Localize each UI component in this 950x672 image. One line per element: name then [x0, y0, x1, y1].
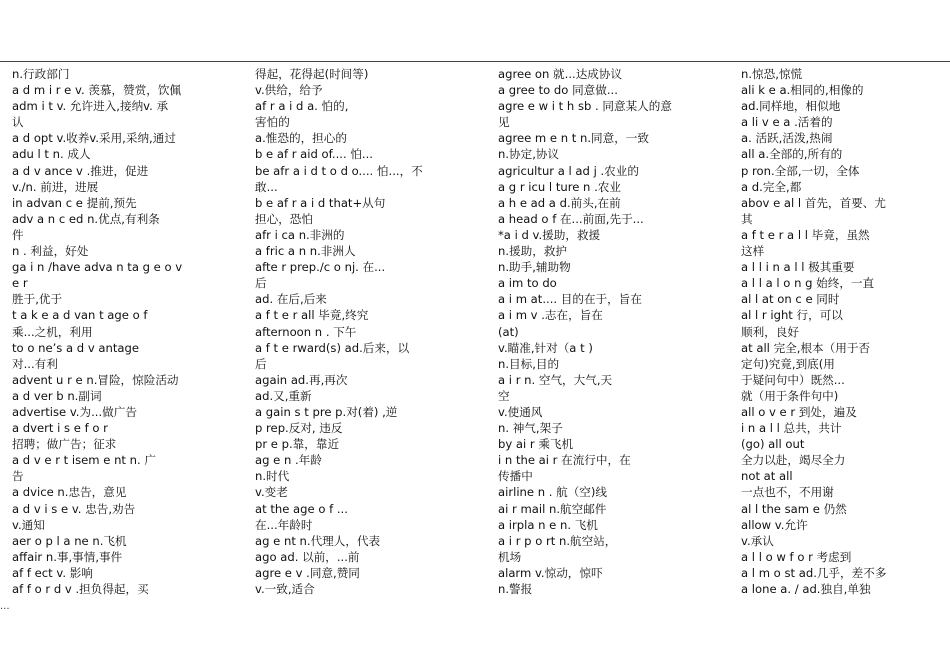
vocab-line: 这样 [741, 244, 765, 259]
word-column-2 [255, 66, 455, 597]
vocab-line: 认 [12, 115, 24, 130]
vocab-line: at the age o f ... [255, 501, 348, 516]
vocab-line: 告 [12, 469, 24, 484]
vocab-line: airline n . 航（空)线 [498, 485, 608, 500]
vocab-line: p ron.全部,一切，全体 [741, 163, 860, 178]
vocab-line: 在...年龄时 [255, 517, 313, 532]
vocab-line: a f t e r a l l 毕竟，虽然 [741, 227, 870, 242]
vocab-line: 传播中 [498, 469, 533, 484]
vocab-line: a head o f 在...前面,先于... [498, 211, 644, 226]
vocab-line: a i r n. 空气，大气,天 [498, 372, 613, 387]
vocab-line: a i m v .志在，旨在 [498, 308, 603, 323]
vocab-line: ag e nt n.代理人，代表 [255, 533, 381, 548]
vocab-line: 招聘；做广告；征求 [12, 437, 117, 452]
vocab-line: a d ver b n.副词 [12, 388, 102, 403]
vocab-line: by ai r 乘飞机 [498, 437, 574, 452]
vocab-line: b e af r a i d that+从句 [255, 195, 386, 210]
vocab-line: 就（用于条件句中) [741, 388, 839, 403]
vocab-line: n.援助，救护 [498, 244, 568, 259]
vocab-line: agree on 就...达成协议 [498, 67, 623, 81]
vocab-line: a f t e r all 毕竟,终究 [255, 308, 369, 323]
vocab-line: n.警报 [498, 582, 533, 596]
vocab-line: v.变老 [255, 485, 288, 500]
vocab-line: a d v e r t isem e nt n. 广 [12, 453, 156, 468]
vocab-line: allow v.允许 [741, 517, 808, 532]
vocab-line: af r a i d a. 怕的, [255, 99, 349, 114]
vocab-line: not at all [741, 469, 793, 484]
vocab-line: al l the sam e 仍然 [741, 501, 847, 516]
vocab-line: 害怕的 [255, 115, 290, 130]
vocab-line: v.供给，给予 [255, 83, 323, 98]
vocab-line: n.助手,辅助物 [498, 260, 571, 275]
vocab-line: a dvert i s e f o r [12, 421, 108, 436]
vocab-line: a dvice n.忠告，意见 [12, 485, 127, 500]
vocab-line: agree m e n t n.同意，一致 [498, 131, 649, 146]
vocab-line: a d v i s e v. 忠告,劝告 [12, 501, 136, 516]
vocab-line: 其 [741, 211, 753, 226]
vocab-line: t a k e a d van t age o f [12, 308, 148, 323]
vocab-line: a i r p o rt n.航空站， [498, 533, 617, 548]
vocab-line: a im to do [498, 276, 557, 291]
vocab-line: aer o p l a ne n.飞机 [12, 533, 127, 548]
vocab-line: a d.完全,都 [741, 179, 802, 194]
vocab-line: a d opt v.收养v.采用,采纳,通过 [12, 131, 176, 146]
vocab-line: 乘...之机，利用 [12, 324, 93, 339]
vocab-line: 担心，恐怕 [255, 211, 313, 226]
vocab-line: a lone a. / ad.独自,单独 [741, 582, 871, 596]
vocab-line: adm i t v. 允许进入,接纳v. 承 [12, 99, 169, 114]
vocab-line: a gree to do 同意做... [498, 83, 618, 98]
vocab-line: 后 [255, 356, 267, 371]
vocab-line: a l m o st ad.几乎，差不多 [741, 565, 887, 580]
vocab-line: ag e n .年龄 [255, 453, 322, 468]
vocab-line: advertise v.为...做广告 [12, 404, 137, 419]
vocab-line: a d v ance v .推进，促进 [12, 163, 149, 178]
vocab-line: al l at on c e 同时 [741, 292, 840, 307]
vocab-line: a fric a n n.非洲人 [255, 244, 356, 259]
vocab-line: v.通知 [12, 517, 45, 532]
vocab-line: a li v e a .活着的 [741, 115, 833, 130]
vocab-line: a irpla n e n. 飞机 [498, 517, 598, 532]
vocab-line: 顺利，良好 [741, 324, 799, 339]
page-corner-mark: ... [0, 601, 10, 612]
vocab-line: n. 神气,架子 [498, 421, 563, 436]
vocab-line: (at) [498, 324, 519, 339]
vocab-line: ai r mail n.航空邮件 [498, 501, 607, 516]
vocab-line: n . 利益，好处 [12, 244, 89, 259]
vocab-line: n.时代 [255, 469, 290, 484]
vocab-line: af f o r d v .担负得起，买 [12, 582, 149, 596]
vocab-line: a g r icu l ture n .农业 [498, 179, 621, 194]
vocab-line: v.使通风 [498, 404, 543, 419]
vocab-line: be afr a i d t o d o.... 怕...，不 [255, 163, 423, 178]
vocab-line: 对...有利 [12, 356, 58, 371]
vocab-line: e r [12, 276, 28, 291]
vocab-line: al l r ight 行，可以 [741, 308, 843, 323]
vocab-line: pr e p.靠，靠近 [255, 437, 340, 452]
vocab-line: 得起，花得起(时间等) [255, 67, 369, 81]
vocab-line: 见 [498, 115, 510, 130]
vocab-line: 空 [498, 388, 510, 403]
vocab-line: 件 [12, 227, 24, 242]
word-column-4 [741, 66, 941, 597]
vocab-line: a l l a l o n g 始终，一直 [741, 276, 875, 291]
vocab-line: *a i d v.援助，救援 [498, 227, 601, 242]
vocab-line: 后 [255, 276, 267, 291]
vocab-line: v.一致,适合 [255, 582, 315, 596]
vocab-line: alarm v.惊动，惊吓 [498, 565, 603, 580]
vocab-line: 定句)究竟,到底(用 [741, 356, 835, 371]
vocab-line: n.目标,目的 [498, 356, 560, 371]
vocab-line: i n a l l 总共，共计 [741, 421, 842, 436]
vocab-line: at all 完全,根本（用于否 [741, 340, 871, 355]
vocab-line: a l l i n a l l 极其重要 [741, 260, 855, 275]
vocab-line: agre e v .同意,赞同 [255, 565, 360, 580]
vocab-line: ali k e a.相同的,相像的 [741, 83, 864, 98]
vocab-line: ad. 在后,后来 [255, 292, 327, 307]
header-rule [0, 61, 950, 62]
vocab-line: a f t e rward(s) ad.后来，以 [255, 340, 410, 355]
vocab-line: a i m at.... 目的在于，旨在 [498, 292, 642, 307]
vocab-line: p rep.反对, 违反 [255, 421, 343, 436]
vocab-line: a. 活跃,活泼,热闹 [741, 131, 833, 146]
vocab-line: all o v e r 到处，遍及 [741, 404, 857, 419]
vocab-line: affair n.事,事情,事件 [12, 549, 123, 564]
vocab-line: 敢... [255, 179, 278, 194]
vocab-line: advent u r e n.冒险，惊险活动 [12, 372, 179, 387]
vocab-line: ago ad. 以前，...前 [255, 549, 360, 564]
vocab-line: v./n. 前进，进展 [12, 179, 99, 194]
vocab-line: all a.全部的,所有的 [741, 147, 843, 162]
vocab-line: a gain s t pre p.对(着) ,逆 [255, 404, 398, 419]
vocab-line: ad.同样地，相似地 [741, 99, 841, 114]
vocab-line: afternoon n . 下午 [255, 324, 357, 339]
vocab-line: a.惟恐的，担心的 [255, 131, 347, 146]
word-column-3 [498, 66, 698, 597]
vocab-line: a h e ad a d.前头,在前 [498, 195, 621, 210]
vocab-line: ga i n /have adva n ta g e o v [12, 260, 183, 275]
vocab-line: af f ect v. 影响 [12, 565, 93, 580]
vocab-line: abov e al l 首先，首要、尤 [741, 195, 886, 210]
vocab-line: adu l t n. 成人 [12, 147, 91, 162]
vocab-line: a d m i r e v. 羡慕，赞赏，饮佩 [12, 83, 182, 98]
vocab-line: v.瞄准,针对（a t ) [498, 340, 593, 355]
vocab-line: a l l o w f o r 考虑到 [741, 549, 852, 564]
vocab-line: n.协定,协议 [498, 147, 560, 162]
vocab-line: again ad.再,再次 [255, 372, 348, 387]
vocab-line: 机场 [498, 549, 522, 564]
vocab-line: 一点也不，不用谢 [741, 485, 834, 500]
vocab-line: 于疑问句中）既然... [741, 372, 845, 387]
vocab-line: agre e w i t h sb . 同意某人的意 [498, 99, 672, 114]
vocab-line: (go) all out [741, 437, 805, 452]
vocab-line: n.行政部门 [12, 67, 70, 81]
vocab-line: v.承认 [741, 533, 774, 548]
vocab-line: b e af r aid of.... 怕... [255, 147, 373, 162]
vocab-line: n.惊恐,惊慌 [741, 67, 803, 81]
vocab-line: to o ne’s a d v antage [12, 340, 139, 355]
vocab-line: in advan c e 提前,预先 [12, 195, 137, 210]
vocab-line: i n the ai r 在流行中，在 [498, 453, 631, 468]
vocab-line: agricultur a l ad j .农业的 [498, 163, 639, 178]
vocab-line: afte r prep./c o nj. 在... [255, 260, 386, 275]
vocab-line: 胜于,优于 [12, 292, 63, 307]
vocab-line: adv a n c ed n.优点,有利条 [12, 211, 160, 226]
vocab-line: ad.又,重新 [255, 388, 312, 403]
word-column-1 [12, 66, 212, 597]
vocab-line: 全力以赴，竭尽全力 [741, 453, 846, 468]
vocab-line: afr i ca n.非洲的 [255, 227, 345, 242]
